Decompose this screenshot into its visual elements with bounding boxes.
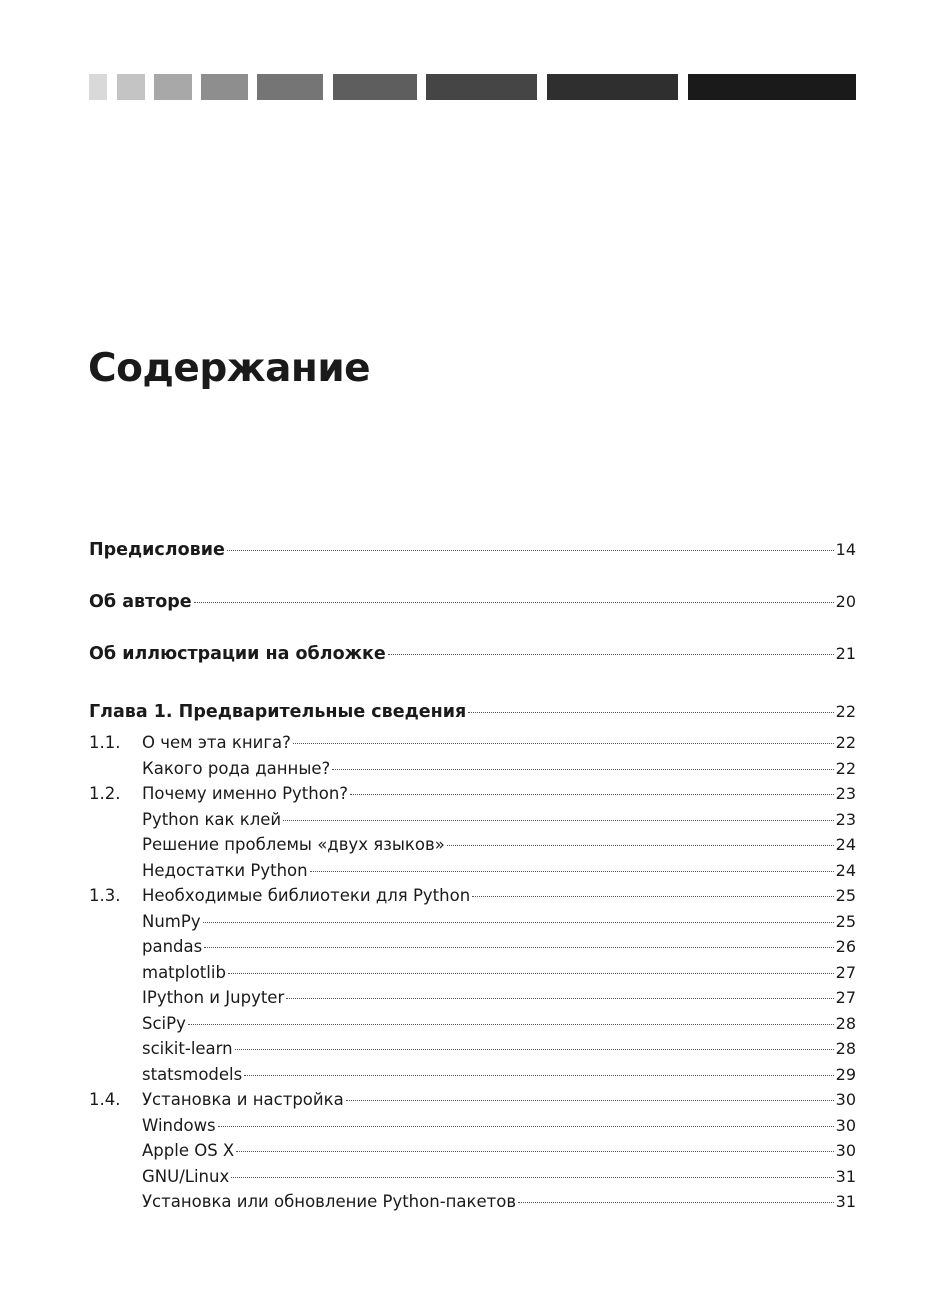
decorative-block	[333, 74, 417, 100]
toc-entry-title: statsmodels	[142, 1065, 243, 1084]
toc-page-number: 31	[835, 1192, 856, 1211]
toc-leader-dots	[293, 742, 834, 744]
toc-leader-dots	[283, 819, 834, 821]
decorative-block	[688, 74, 856, 100]
toc-leader-dots	[231, 1176, 833, 1178]
toc-leader-dots	[204, 946, 833, 948]
toc-section-number: 1.2.	[89, 784, 121, 803]
toc-entry-title: Какого рода данные?	[142, 759, 331, 778]
toc-page-number: 31	[835, 1167, 856, 1186]
toc-entry[interactable]	[89, 1014, 856, 1038]
toc-leader-dots	[218, 1125, 834, 1127]
toc-entry[interactable]	[89, 784, 856, 808]
toc-page-number: 21	[835, 644, 856, 663]
toc-leader-dots	[472, 895, 833, 897]
toc-entry-preface[interactable]	[89, 540, 856, 564]
toc-leader-dots	[350, 793, 834, 795]
toc-entry[interactable]	[89, 1116, 856, 1140]
toc-entry-title: Windows	[142, 1116, 216, 1135]
toc-page-number: 22	[835, 733, 856, 752]
toc-page-number: 23	[835, 784, 856, 803]
toc-page-number: 30	[835, 1090, 856, 1109]
toc-leader-dots	[286, 997, 833, 999]
toc-page-number: 24	[835, 861, 856, 880]
toc-leader-dots	[310, 870, 834, 872]
toc-page-number: 20	[835, 592, 856, 611]
toc-entry[interactable]	[89, 963, 856, 987]
toc-leader-dots	[244, 1074, 833, 1076]
toc-entry-title: Глава 1. Предварительные сведения	[89, 702, 467, 722]
toc-page-number: 28	[835, 1039, 856, 1058]
toc-entry-chapter-1[interactable]	[89, 702, 856, 726]
toc-entry[interactable]	[89, 912, 856, 936]
toc-entry[interactable]	[89, 1192, 856, 1216]
toc-leader-dots	[447, 844, 834, 846]
toc-page-number: 22	[835, 759, 856, 778]
toc-page-number: 24	[835, 835, 856, 854]
toc-entry-title: Об иллюстрации на обложке	[89, 644, 386, 664]
toc-page-number: 29	[835, 1065, 856, 1084]
toc-page-number: 30	[835, 1141, 856, 1160]
toc-leader-dots	[332, 768, 833, 770]
toc-entry-title: Об авторе	[89, 592, 192, 612]
decorative-block	[89, 74, 107, 100]
toc-entry-title: Установка и настройка	[142, 1090, 344, 1109]
toc-entry-about-author[interactable]	[89, 592, 856, 616]
toc-page-number: 28	[835, 1014, 856, 1033]
toc-page-number: 30	[835, 1116, 856, 1135]
toc-leader-dots	[388, 653, 834, 655]
toc-leader-dots	[194, 601, 834, 603]
toc-section-number: 1.3.	[89, 886, 121, 905]
toc-entry[interactable]	[89, 1141, 856, 1165]
toc-entry[interactable]	[89, 937, 856, 961]
toc-entry[interactable]	[89, 1065, 856, 1089]
toc-entry-title: Почему именно Python?	[142, 784, 349, 803]
decorative-block	[426, 74, 537, 100]
toc-entry[interactable]	[89, 1039, 856, 1063]
toc-entry[interactable]	[89, 1167, 856, 1191]
toc-page-number: 26	[835, 937, 856, 956]
toc-entry-title: Необходимые библиотеки для Python	[142, 886, 471, 905]
toc-leader-dots	[346, 1099, 834, 1101]
decorative-block	[257, 74, 323, 100]
toc-leader-dots	[236, 1150, 833, 1152]
toc-entry-title: Недостатки Python	[142, 861, 308, 880]
toc-entry-title: Apple OS X	[142, 1141, 235, 1160]
toc-entry-title: Python как клей	[142, 810, 282, 829]
toc-leader-dots	[228, 972, 834, 974]
toc-entry-title: SciPy	[142, 1014, 186, 1033]
toc-entry[interactable]	[89, 759, 856, 783]
toc-entry[interactable]	[89, 988, 856, 1012]
decorative-block	[547, 74, 678, 100]
toc-entry-title: NumPy	[142, 912, 201, 931]
toc-entry[interactable]	[89, 886, 856, 910]
toc-entry[interactable]	[89, 733, 856, 757]
toc-entry[interactable]	[89, 835, 856, 859]
toc-page-number: 14	[835, 540, 856, 559]
toc-entry-title: Предисловие	[89, 540, 225, 560]
toc-entry-title: GNU/Linux	[142, 1167, 230, 1186]
toc-entry-title: О чем эта книга?	[142, 733, 291, 752]
toc-entry-cover-illustration[interactable]	[89, 644, 856, 668]
toc-leader-dots	[518, 1201, 834, 1203]
page-title: Содержание	[88, 346, 371, 391]
toc-entry[interactable]	[89, 861, 856, 885]
toc-page-number: 27	[835, 988, 856, 1007]
toc-page-number: 25	[835, 912, 856, 931]
toc-entry-title: scikit-learn	[142, 1039, 233, 1058]
toc-entry-title: Решение проблемы «двух языков»	[142, 835, 445, 854]
toc-leader-dots	[235, 1048, 834, 1050]
decorative-block	[117, 74, 145, 100]
toc-section-number: 1.4.	[89, 1090, 121, 1109]
toc-page-number: 27	[835, 963, 856, 982]
decorative-block	[201, 74, 248, 100]
toc-page-number: 22	[835, 702, 856, 721]
toc-entry[interactable]	[89, 810, 856, 834]
toc-entry[interactable]	[89, 1090, 856, 1114]
toc-page-number: 25	[835, 886, 856, 905]
toc-leader-dots	[188, 1023, 834, 1025]
toc-leader-dots	[227, 549, 834, 551]
toc-entry-title: matplotlib	[142, 963, 226, 982]
decorative-block	[154, 74, 192, 100]
toc-page-number: 23	[835, 810, 856, 829]
toc-section-number: 1.1.	[89, 733, 121, 752]
toc-leader-dots	[468, 711, 833, 713]
toc-entry-title: IPython и Jupyter	[142, 988, 285, 1007]
toc-entry-title: pandas	[142, 937, 203, 956]
toc-entry-title: Установка или обновление Python-пакетов	[142, 1192, 517, 1211]
toc-leader-dots	[203, 921, 834, 923]
